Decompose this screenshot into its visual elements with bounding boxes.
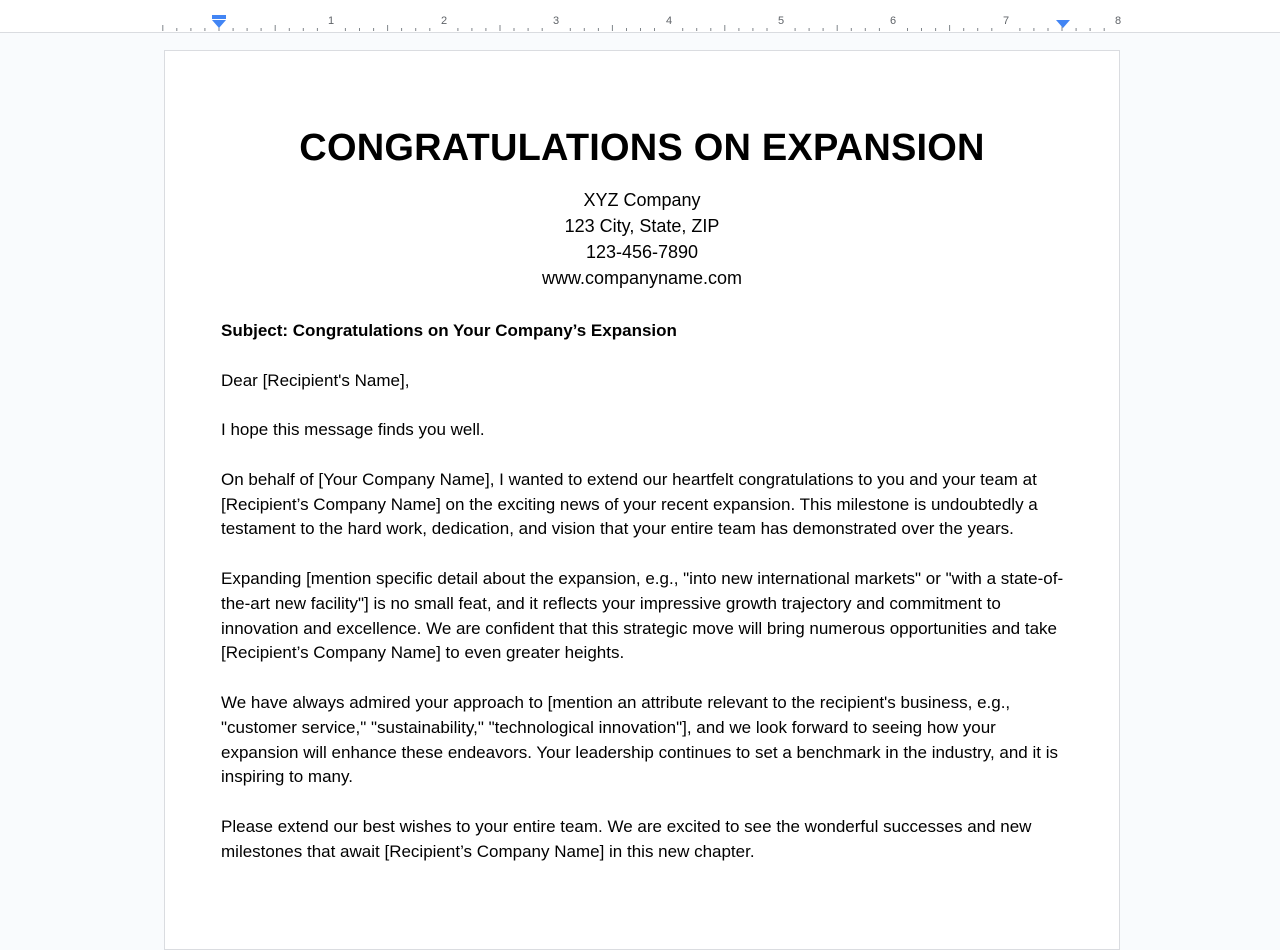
ruler-number-6: 6 [889,15,897,27]
right-indent-marker[interactable] [1056,20,1070,28]
paragraph: I hope this message finds you well. [221,420,485,440]
ruler-number-4: 4 [665,15,673,27]
paragraph: Expanding [mention specific detail about the expansion, e.g., "into new international markets" or "with a state-of-the-art new facility"] is no small feat, and it reflects your impressive growth trajectory and commitment to innovation and excellence. We are confident that this strategic move will bring numerous opportunities and take [Recipient’s Company Name] to even greater heights. [221,568,1064,663]
paragraph: We have always admired your approach to [mention an attribute relevant to the recipient's business, e.g., "customer service," "sustainability," "technological innovation"], and we look forward to seeing how your expansion will enhance these endeavors. Your leadership continues to set a benchmark in the industry, and it is inspiring to many. [221,692,1058,787]
salutation: Dear [Recipient's Name], [221,370,410,390]
ruler-number-3: 3 [552,15,560,27]
ruler-number-7: 7 [1002,15,1010,27]
horizontal-ruler[interactable] [0,0,1280,33]
ruler-number-8: 8 [1114,15,1122,27]
contact-block [165,187,1119,291]
company-phone: 123-456-7890 [585,242,699,262]
ruler-number-5: 5 [777,15,785,27]
ruler-graphic [0,0,1280,32]
document-page[interactable] [164,50,1120,950]
letter-body[interactable] [221,319,1071,889]
company-address: 123 City, State, ZIP [564,216,720,236]
paragraph: On behalf of [Your Company Name], I wanted to extend our heartfelt congratulations to you and your team at [Recipient’s Company Name] on the exciting news of your recent expansion. This milestone is undoubtedly a testament to the hard work, dedication, and vision that your entire team has demonstrated over the years. [221,469,1038,539]
left-indent-marker[interactable] [212,15,226,28]
company-name: XYZ Company [583,190,701,210]
ruler-ticks [163,25,1104,31]
subject-line: Subject: Congratulations on Your Company’s Expansion [221,321,677,340]
company-website: www.companyname.com [541,268,743,288]
ruler-number-2: 2 [440,15,448,27]
ruler-number-1: 1 [327,15,335,27]
document-title: CONGRATULATIONS ON EXPANSION [299,127,985,169]
paragraph: Please extend our best wishes to your entire team. We are excited to see the wonderful successes and new milestones that await [Recipient’s Company Name] in this new chapter. [221,816,1032,861]
